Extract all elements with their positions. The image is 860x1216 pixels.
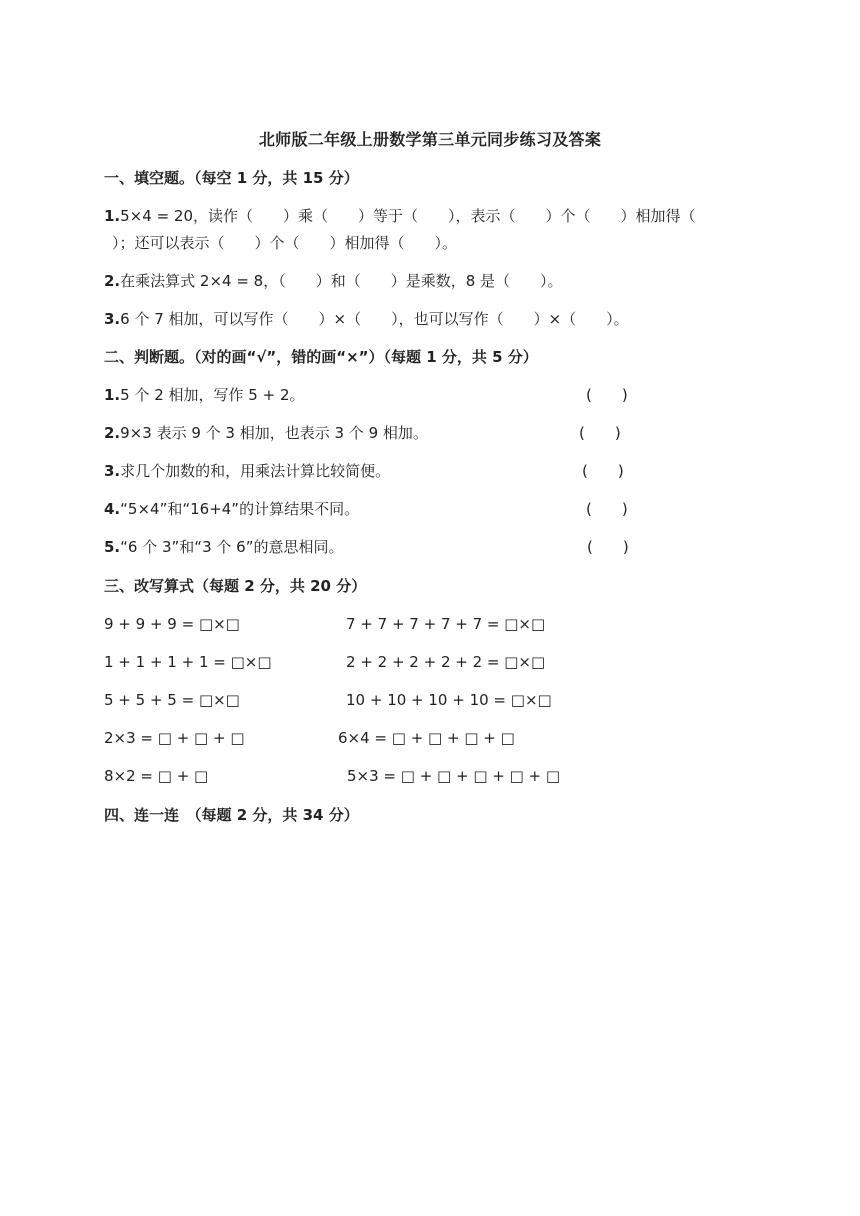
rewrite-equation: 2 + 2 + 2 + 2 + 2 = □×□ <box>346 653 546 671</box>
question-number: 5. <box>104 538 121 556</box>
question-text: “5×4”和“16+4”的计算结果不同。 <box>120 500 360 518</box>
judge-question-2 <box>104 423 428 443</box>
fill-question-1-line1 <box>104 206 696 226</box>
question-text: 5 个 2 相加，写作 5 + 2。 <box>120 386 305 404</box>
question-number: 3. <box>104 462 121 480</box>
question-text: 6 个 7 相加，可以写作（ ）×（ ），也可以写作（ ）×（ ）。 <box>120 310 629 328</box>
question-number: 1. <box>104 207 121 225</box>
rewrite-equation: 6×4 = □ + □ + □ + □ <box>338 729 515 747</box>
answer-paren[interactable]: ( ) <box>587 538 629 556</box>
section3-heading: 三、改写算式（每题 2 分，共 20 分） <box>104 577 367 595</box>
question-text: 5×4 = 20，读作（ ）乘（ ）等于（ ），表示（ ）个（ ）相加得（ <box>120 207 696 225</box>
question-text: 求几个加数的和，用乘法计算比较简便。 <box>120 462 391 480</box>
answer-paren[interactable]: ( ) <box>586 500 628 518</box>
rewrite-equation: 8×2 = □ + □ <box>104 767 209 785</box>
rewrite-equation: 5 + 5 + 5 = □×□ <box>104 691 240 709</box>
fill-question-2 <box>104 271 563 291</box>
section2-heading: 二、判断题。（对的画“√”，错的画“×”）（每题 1 分，共 5 分） <box>104 348 538 366</box>
question-text: “6 个 3”和“3 个 6”的意思相同。 <box>120 538 344 556</box>
rewrite-equation: 9 + 9 + 9 = □×□ <box>104 615 240 633</box>
question-text: 在乘法算式 2×4 = 8，（ ）和（ ）是乘数，8 是（ ）。 <box>120 272 563 290</box>
rewrite-equation: 1 + 1 + 1 + 1 = □×□ <box>104 653 272 671</box>
question-number: 2. <box>104 272 121 290</box>
answer-paren[interactable]: ( ) <box>586 386 628 404</box>
rewrite-equation: 5×3 = □ + □ + □ + □ + □ <box>347 767 561 785</box>
question-number: 4. <box>104 500 121 518</box>
judge-question-3 <box>104 461 390 481</box>
page-title: 北师版二年级上册数学第三单元同步练习及答案 <box>258 130 602 149</box>
question-number: 3. <box>104 310 121 328</box>
answer-paren[interactable]: ( ) <box>582 462 624 480</box>
judge-question-4 <box>104 499 359 519</box>
judge-question-5 <box>104 537 343 557</box>
fill-question-1-line2: ）；还可以表示（ ）个（ ）相加得（ ）。 <box>112 234 458 252</box>
section1-heading: 一、填空题。（每空 1 分，共 15 分） <box>104 169 359 187</box>
answer-paren[interactable]: ( ) <box>579 424 621 442</box>
rewrite-equation: 10 + 10 + 10 + 10 = □×□ <box>346 691 552 709</box>
question-number: 1. <box>104 386 121 404</box>
question-number: 2. <box>104 424 121 442</box>
rewrite-equation: 2×3 = □ + □ + □ <box>104 729 245 747</box>
judge-question-1 <box>104 385 305 405</box>
question-text: 9×3 表示 9 个 3 相加，也表示 3 个 9 相加。 <box>120 424 428 442</box>
rewrite-equation: 7 + 7 + 7 + 7 + 7 = □×□ <box>346 615 546 633</box>
section4-heading: 四、连一连 （每题 2 分，共 34 分） <box>104 806 359 824</box>
fill-question-3 <box>104 309 629 329</box>
